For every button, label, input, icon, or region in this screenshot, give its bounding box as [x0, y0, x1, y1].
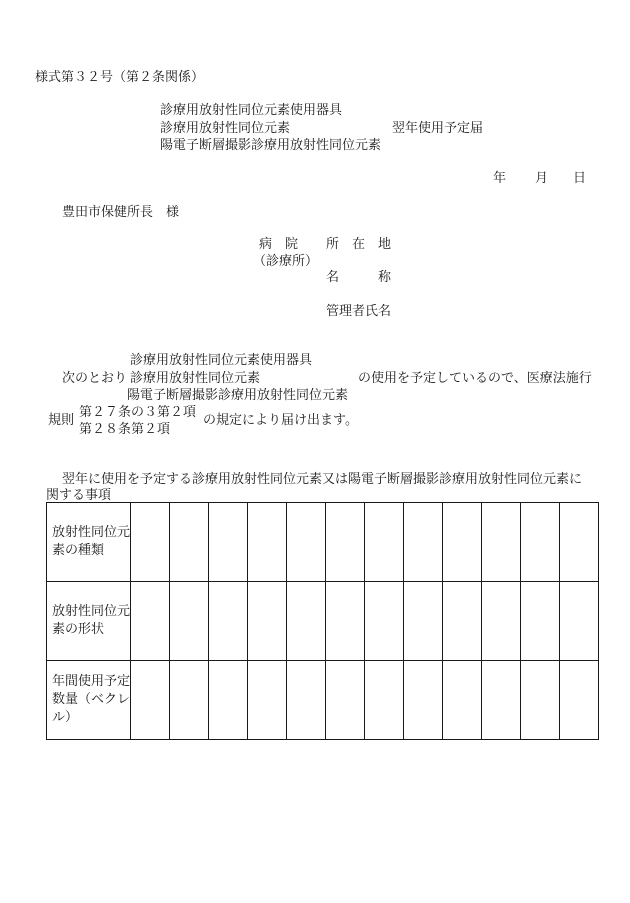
date-month-label: 月: [535, 171, 549, 186]
table-cell[interactable]: [365, 582, 404, 661]
table-cell[interactable]: [365, 503, 404, 582]
table-cell[interactable]: [131, 661, 170, 740]
table-cell[interactable]: [404, 661, 443, 740]
row-header-type: 放射性同位元素の種類: [47, 503, 131, 582]
title-line-3: 陽電子断層撮影診療用放射性同位元素: [160, 138, 382, 153]
location-label: 所 在 地: [326, 237, 392, 252]
form-number: 様式第３２号（第２条関係）: [35, 70, 205, 85]
body-lead: 次のとおり: [62, 371, 128, 386]
table-cell[interactable]: [209, 503, 248, 582]
table-cell[interactable]: [482, 661, 521, 740]
title-line-2: 診療用放射性同位元素: [160, 121, 291, 136]
body-rule: 規則: [48, 413, 75, 428]
date-year-label: 年: [493, 171, 507, 186]
table-cell[interactable]: [443, 582, 482, 661]
table-cell[interactable]: [248, 661, 287, 740]
table-row: [47, 503, 599, 582]
table-cell[interactable]: [326, 503, 365, 582]
table-cell[interactable]: [209, 582, 248, 661]
body-item-2: 診療用放射性同位元素: [130, 371, 261, 386]
table-cell[interactable]: [326, 661, 365, 740]
table-cell[interactable]: [443, 661, 482, 740]
table-cell[interactable]: [404, 503, 443, 582]
table-cell[interactable]: [560, 582, 599, 661]
table-row: [47, 582, 599, 661]
table-cell[interactable]: [209, 661, 248, 740]
table-cell[interactable]: [443, 503, 482, 582]
title-suffix: 翌年使用予定届: [392, 121, 484, 136]
table-cell[interactable]: [521, 582, 560, 661]
table-cell[interactable]: [521, 503, 560, 582]
table-cell[interactable]: [560, 661, 599, 740]
table-cell[interactable]: [170, 503, 209, 582]
body-end: の規定により届け出ます。: [203, 413, 358, 428]
table-cell[interactable]: [287, 661, 326, 740]
manager-label: 管理者氏名: [326, 304, 392, 319]
title-line-1: 診療用放射性同位元素使用器具: [160, 103, 343, 118]
hospital-label: 病 院: [259, 237, 299, 252]
section-heading-line-1: 翌年に使用を予定する診療用放射性同位元素又は陽電子断層撮影診療用放射性同位元素に: [62, 472, 583, 487]
table-cell[interactable]: [482, 582, 521, 661]
table-cell[interactable]: [287, 503, 326, 582]
table-cell[interactable]: [131, 582, 170, 661]
body-item-1: 診療用放射性同位元素使用器具: [130, 353, 313, 368]
table-cell[interactable]: [248, 503, 287, 582]
body-mid: の使用を予定しているので、医療法施行: [358, 371, 592, 386]
table-cell[interactable]: [560, 503, 599, 582]
name-label: 名 称: [326, 270, 392, 285]
table-cell[interactable]: [326, 582, 365, 661]
row-header-form: 放射性同位元素の形状: [47, 582, 131, 661]
body-article-2: 第２８条第２項: [79, 422, 171, 437]
table-cell[interactable]: [521, 661, 560, 740]
table-cell[interactable]: [248, 582, 287, 661]
body-article-1: 第２７条の３第２項: [79, 405, 197, 420]
table-cell[interactable]: [131, 503, 170, 582]
table-row: [47, 661, 599, 740]
table-cell[interactable]: [404, 582, 443, 661]
section-heading-line-2: 関する事項: [46, 488, 112, 503]
table-cell[interactable]: [170, 582, 209, 661]
body-item-3: 陽電子断層撮影診療用放射性同位元素: [127, 388, 349, 403]
table-cell[interactable]: [287, 582, 326, 661]
addressee: 豊田市保健所長 様: [62, 205, 180, 220]
table-cell[interactable]: [365, 661, 404, 740]
row-header-quantity: 年間使用予定数量（ベクレル）: [47, 661, 131, 740]
table-cell[interactable]: [482, 503, 521, 582]
clinic-label: （診療所）: [253, 254, 319, 269]
date-day-label: 日: [573, 171, 587, 186]
table-cell[interactable]: [170, 661, 209, 740]
isotope-table: [46, 502, 599, 740]
